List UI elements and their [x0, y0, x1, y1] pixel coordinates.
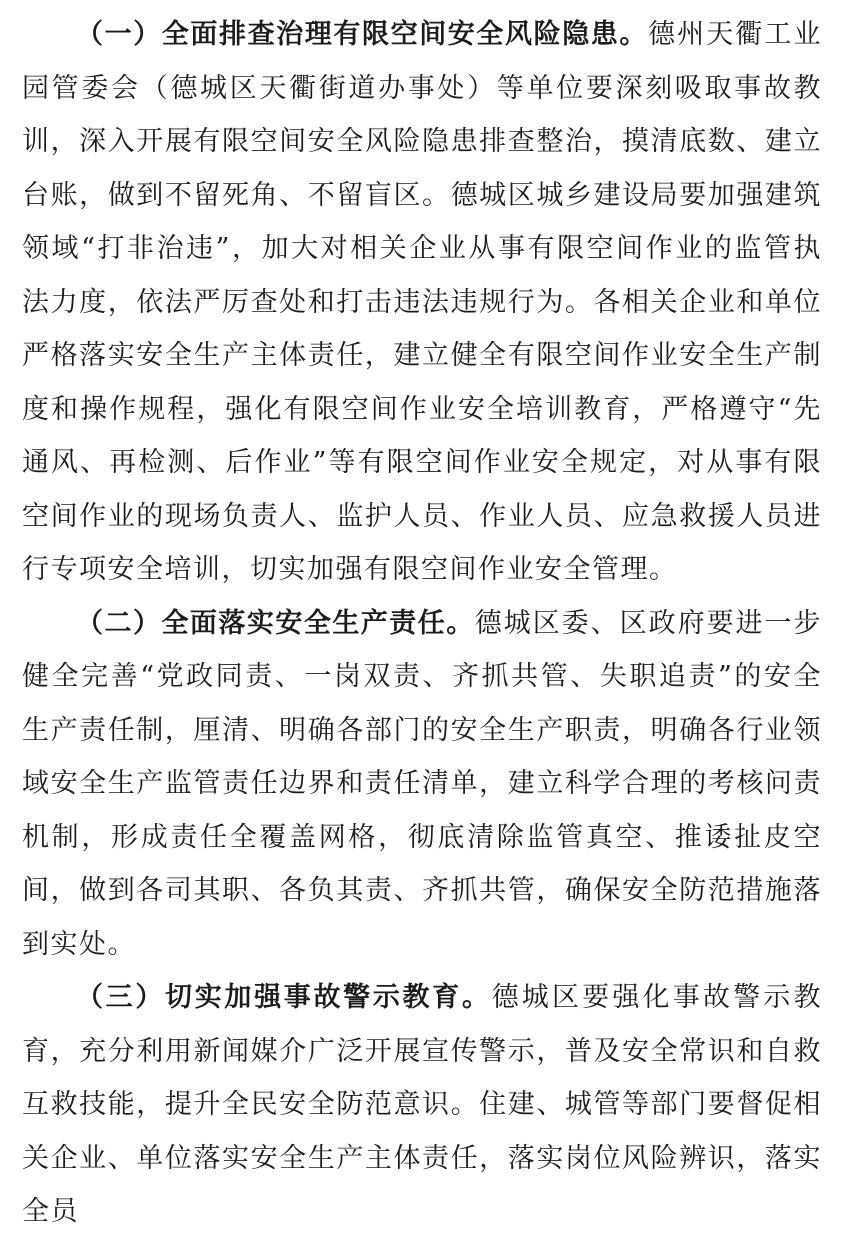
section-2-body: 德城区委、区政府要进一步健全完善“党政同责、一岗双责、齐抓共管、失职追责”的安全生产责任制，厘清、明确各部门的安全生产职责，明确各行业领域安全生产监管责任边界和责任清单，建立科学合理的考核问责机制，形成责任全覆盖网格，彻底清除监管真空、推诿扯皮空间，做到各司其职、各负其责、齐抓共管，确保安全防范措施落到实处。: [22, 607, 823, 960]
section-3-body: 德城区要强化事故警示教育，充分利用新闻媒介广泛开展宣传警示，普及安全常识和自救互救技能，提升全民安全防范意识。住建、城管等部门要督促相关企业、单位落实安全生产主体责任，落实岗位风险辨识，落实全员: [22, 982, 822, 1227]
section-1-paragraph: [22, 8, 822, 597]
section-1-body: 德州天衢工业园管委会（德城区天衢街道办事处）等单位要深刻吸取事故教训，深入开展有限空间安全风险隐患排查整治，摸清底数、建立台账，做到不留死角、不留盲区。德城区城乡建设局要加强建筑领域“打非治违”，加大对相关企业从事有限空间作业的监管执法力度，依法严厉查处和打击违法违规行为。各相关企业和单位严格落实安全生产主体责任，建立健全有限空间作业安全生产制度和操作规程，强化有限空间作业安全培训教育，严格遵守“先通风、再检测、后作业”等有限空间作业安全规定，对从事有限空间作业的现场负责人、监护人员、作业人员、应急救援人员进行专项安全培训，切实加强有限空间作业安全管理。: [22, 19, 822, 585]
section-1-heading: （一）全面排查治理有限空间安全风险隐患。: [76, 19, 648, 50]
section-2-paragraph: [22, 597, 822, 972]
section-2-heading: （二）全面落实安全生产责任。: [76, 607, 475, 639]
section-3-paragraph: [22, 971, 822, 1239]
section-3-heading: （三）切实加强事故警示教育。: [76, 982, 492, 1013]
